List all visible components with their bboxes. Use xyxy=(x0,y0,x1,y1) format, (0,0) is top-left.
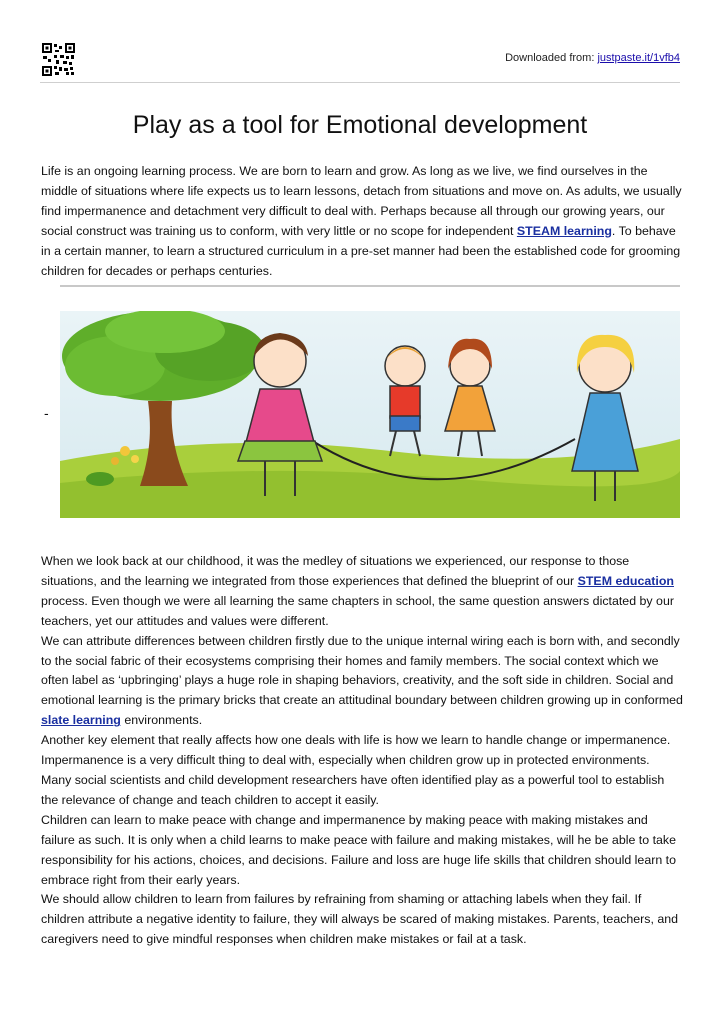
source-link[interactable]: justpaste.it/1vfb4 xyxy=(597,52,680,64)
body-text-2: process. Even though we were all learning the same chapters in school, the same question answers dictated by our teachers, yet our attitudes and values were different. xyxy=(41,593,674,628)
qr-code-icon xyxy=(42,43,75,76)
download-prefix: Downloaded from: xyxy=(505,52,598,64)
header-divider xyxy=(40,82,680,83)
steam-learning-link[interactable]: STEAM learning xyxy=(516,223,612,238)
body-text-1: When we look back at our childhood, it was the medley of situations we experienced, our response to those situations, and the learning we integrated from those experiences that defined the blueprint of our xyxy=(41,554,630,588)
stem-education-link[interactable]: STEM education xyxy=(577,573,674,588)
body-text-7: We should allow children to learn from failures by refraining from shaming or attaching labels when they fail. If children attribute a negative identity to failure, they will always be scared of making mistakes. Parents, teachers, and caregivers need to give mindful responses when children make mistakes or fail at a task. xyxy=(41,892,679,947)
body-text-4: environments. xyxy=(120,713,203,728)
body-text-6: Children can learn to make peace with change and impermanence by making peace with making mistakes and failure as such. It is only when a child learns to make peace with failure and making mistakes, will he be able to take responsibility for his actions, choices, and decisions. Failure and loss are huge life skills that children should learn to embrace right from their early years. xyxy=(41,812,677,887)
body-text-5: Another key element that really affects how one deals with life is how we learn to handle change or impermanence. Impermanence is a very difficult thing to deal with, especially when children grow up in protected environments. Many social scientists and child development researchers have often identified play as a powerful tool to establish the relevance of change and teach children to accept it easily. xyxy=(41,733,671,807)
section-divider xyxy=(60,285,680,287)
intro-paragraph xyxy=(41,162,683,281)
children-jump-rope-illustration xyxy=(60,311,680,518)
slate-learning-link[interactable]: slate learning xyxy=(41,713,121,728)
body-text xyxy=(41,552,683,950)
body-text-3: We can attribute differences between children firstly due to the unique internal wiring each is born with, and secondly to the social fabric of their ecosystems comprising their homes and family members. The social context which we often label as ‘upbringing’ plays a huge role in shaping behaviors, creativity, and the soft side in children. Social and emotional learning is the primary bricks that create an attitudinal boundary between children growing up in conformed xyxy=(41,633,683,708)
dash-mark: - xyxy=(44,405,49,421)
page-title: Play as a tool for Emotional development xyxy=(132,111,588,139)
download-source xyxy=(505,52,680,64)
intro-text-2: . To behave in a certain manner, to learn a structured curriculum in a pre-set manner had been the established code for grooming children for decades or perhaps centuries. xyxy=(41,223,681,278)
intro-text-1: Life is an ongoing learning process. We are born to learn and grow. As long as we live, we find ourselves in the middle of situations where life expects us to learn lessons, detach from situations and move on. As adults, we usually find impermanence and detachment very difficult to deal with. Perhaps because all through our growing years, our social construct was training us to conform, with very little or no scope for independent xyxy=(41,164,682,238)
